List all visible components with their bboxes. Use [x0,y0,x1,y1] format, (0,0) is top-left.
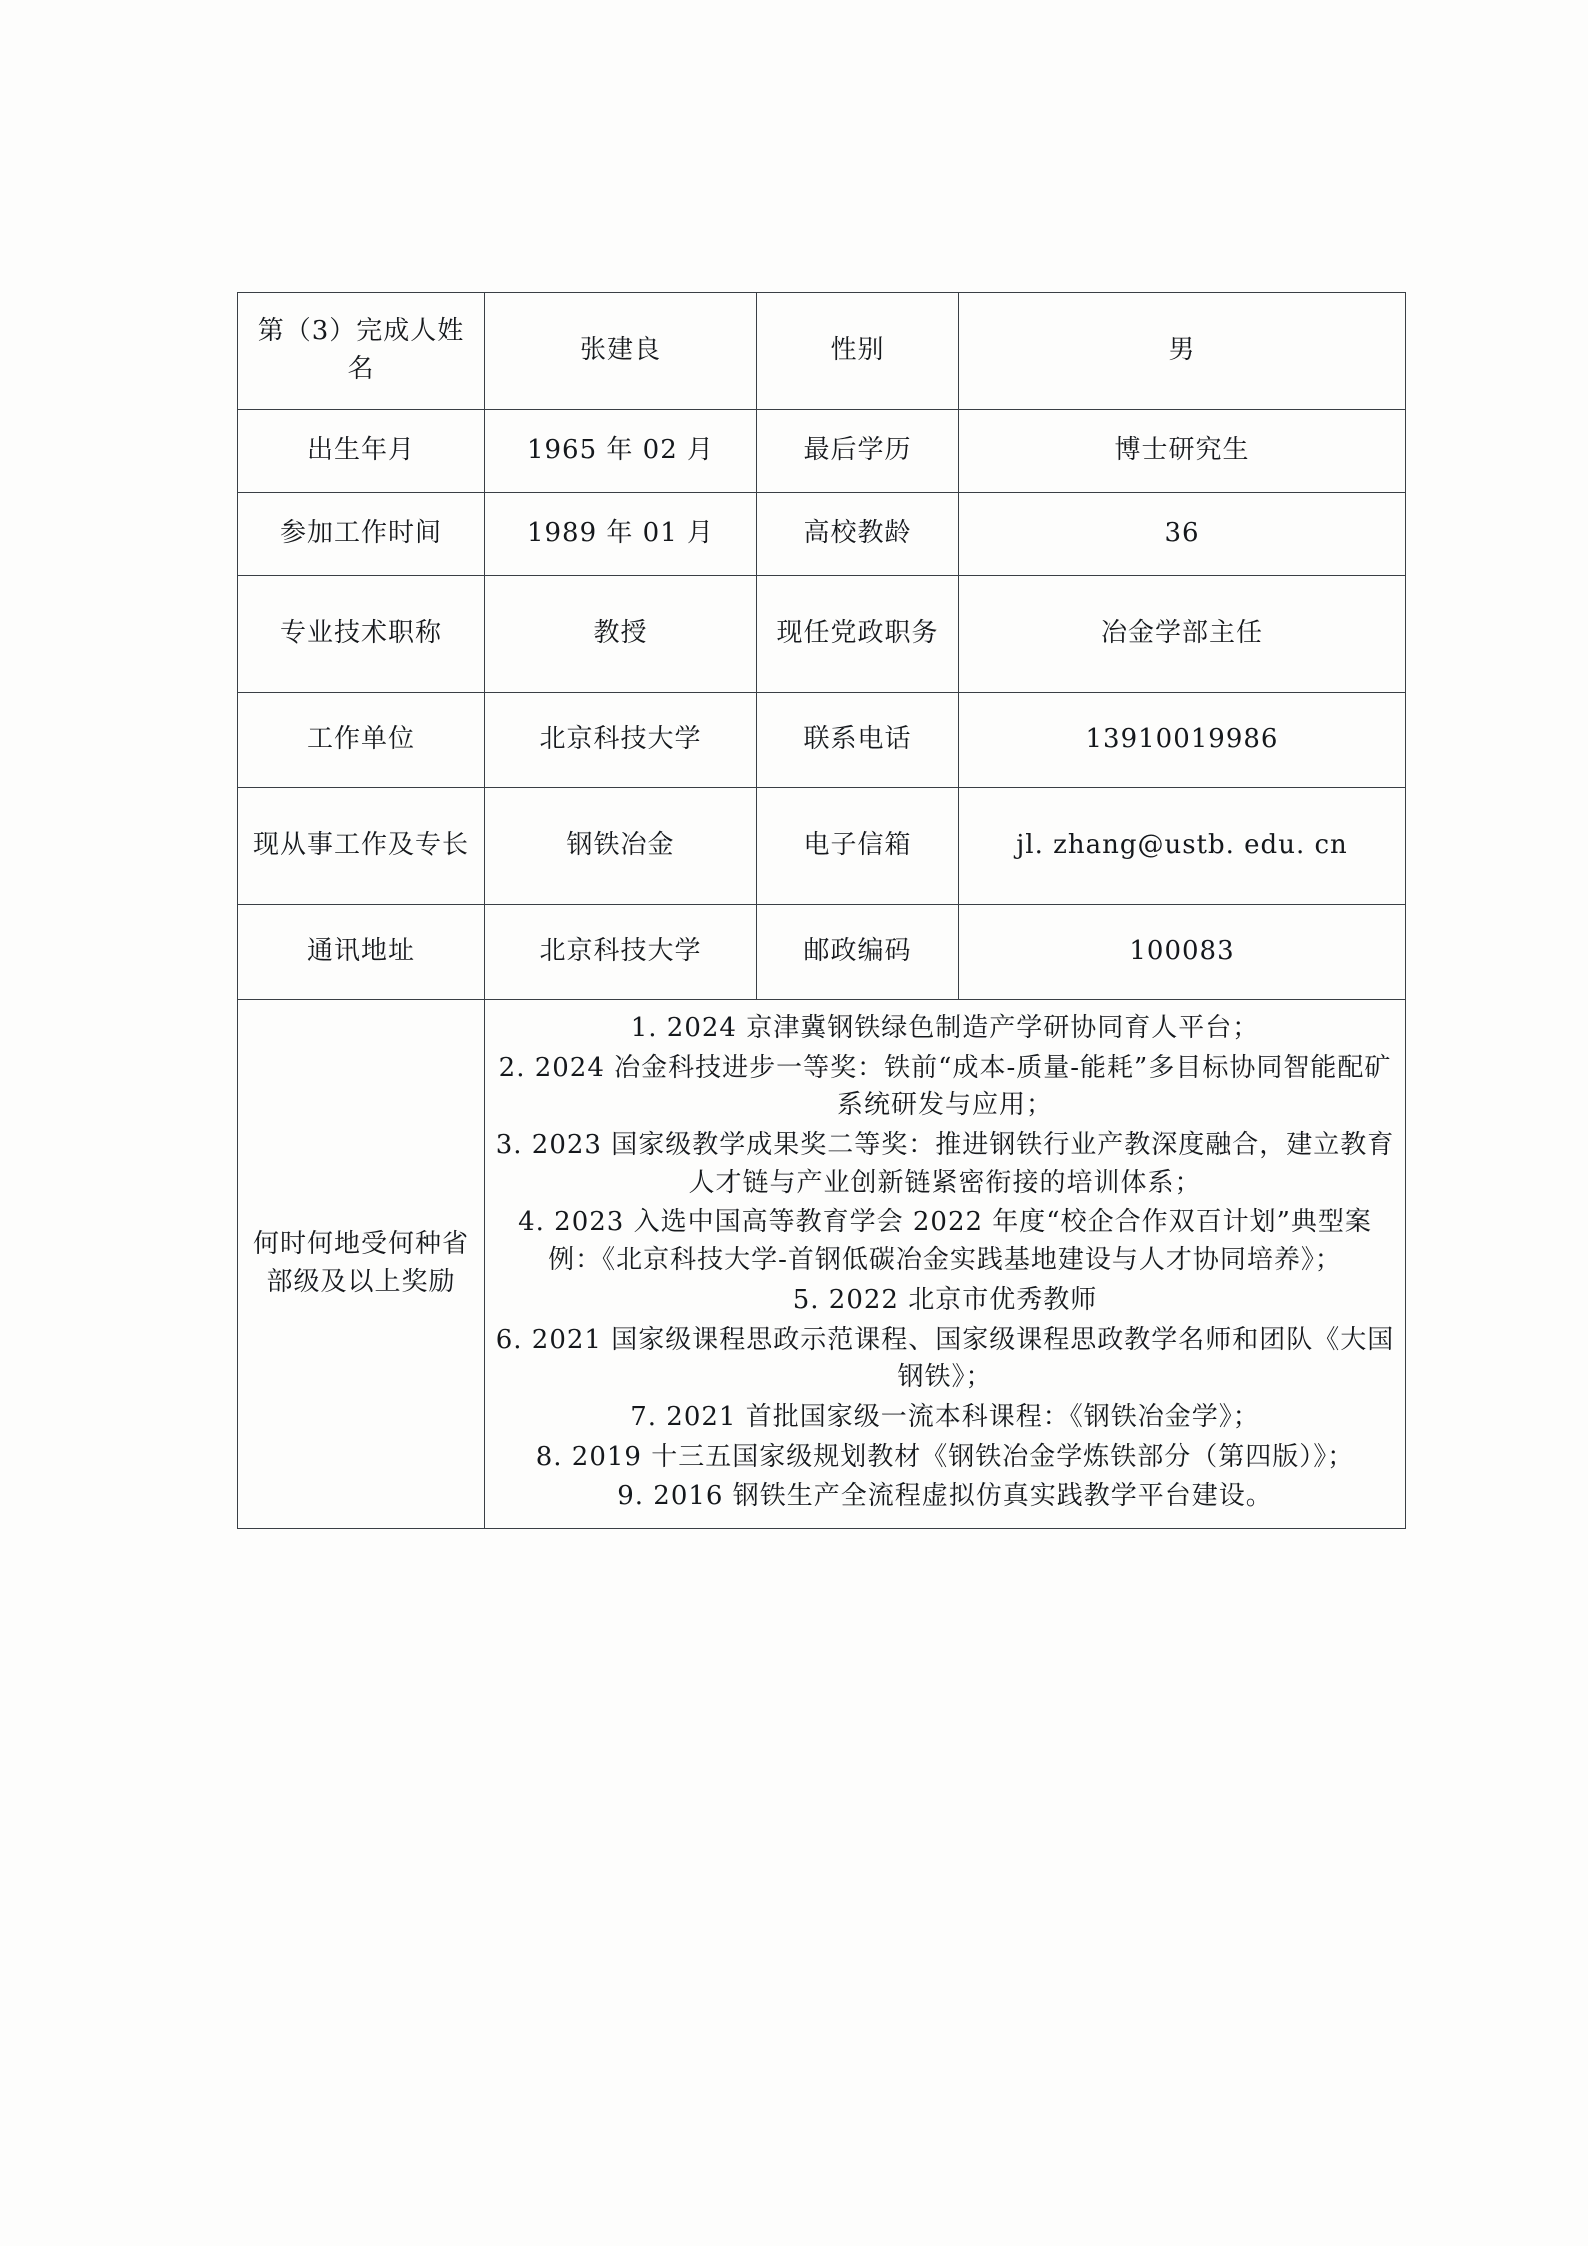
table-row [238,410,1406,493]
row-value-employer: 北京科技大学 [485,693,757,788]
row-label-email: 电子信箱 [757,788,959,905]
award-item: 3. 2023 国家级教学成果奖二等奖：推进钢铁行业产教深度融合，建立教育人才链与产业创新链紧密衔接的培训体系； [495,1130,1395,1198]
row-value-phone: 13910019986 [959,693,1406,788]
row-label-party-position: 现任党政职务 [757,576,959,693]
personnel-info-table [237,292,1406,1529]
row-label-employer: 工作单位 [238,693,485,788]
award-item: 5. 2022 北京市优秀教师 [792,1284,1098,1315]
row-value-title: 教授 [485,576,757,693]
row-value-teaching-years: 36 [959,493,1406,576]
table-row [238,788,1406,905]
award-item: 8. 2019 十三五国家级规划教材《钢铁冶金学炼铁部分（第四版）》； [535,1441,1355,1472]
award-item: 9. 2016 钢铁生产全流程虚拟仿真实践教学平台建设。 [617,1481,1273,1512]
award-item: 6. 2021 国家级课程思政示范课程、国家级课程思政教学名师和团队《大国钢铁》； [495,1324,1395,1393]
row-value-address: 北京科技大学 [485,905,757,1000]
row-label-work-start: 参加工作时间 [238,493,485,576]
table-row [238,293,1406,410]
table-row-awards [238,1000,1406,1529]
row-label-gender: 性别 [757,293,959,410]
awards-list [493,1010,1397,1516]
row-value-birth-date: 1965 年 02 月 [485,410,757,493]
row-label-birth-date: 出生年月 [238,410,485,493]
award-item: 1. 2024 京津冀钢铁绿色制造产学研协同育人平台； [630,1013,1260,1043]
table-row [238,905,1406,1000]
table-row [238,493,1406,576]
row-label-title: 专业技术职称 [238,576,485,693]
row-value-postcode: 100083 [959,905,1406,1000]
table-row [238,693,1406,788]
row-label-address: 通讯地址 [238,905,485,1000]
row-label-education: 最后学历 [757,410,959,493]
award-item: 7. 2021 首批国家级一流本科课程：《钢铁冶金学》； [630,1401,1260,1432]
row-value-name: 张建良 [485,293,757,410]
row-label-phone: 联系电话 [757,693,959,788]
row-label-name: 第（3）完成人姓名 [238,293,485,410]
row-label-teaching-years: 高校教龄 [757,493,959,576]
row-value-work-start: 1989 年 01 月 [485,493,757,576]
row-value-specialty: 钢铁冶金 [485,788,757,905]
award-item: 4. 2023 入选中国高等教育学会 2022 年度“校企合作双百计划”典型案例：《北京科技大学-首钢低碳冶金实践基地建设与人才协同培养》； [518,1207,1372,1276]
row-value-education: 博士研究生 [959,410,1406,493]
row-value-gender: 男 [959,293,1406,410]
table-body [238,293,1406,1529]
row-value-awards [485,1000,1406,1529]
row-value-email: jl. zhang@ustb. edu. cn [959,788,1406,905]
row-label-specialty: 现从事工作及专长 [238,788,485,905]
award-item: 2. 2024 冶金科技进步一等奖：铁前“成本-质量-能耗”多目标协同智能配矿系统研发与应用； [498,1052,1392,1121]
table-row [238,576,1406,693]
row-label-awards: 何时何地受何种省部级及以上奖励 [238,1000,485,1529]
row-value-party-position: 冶金学部主任 [959,576,1406,693]
row-label-postcode: 邮政编码 [757,905,959,1000]
